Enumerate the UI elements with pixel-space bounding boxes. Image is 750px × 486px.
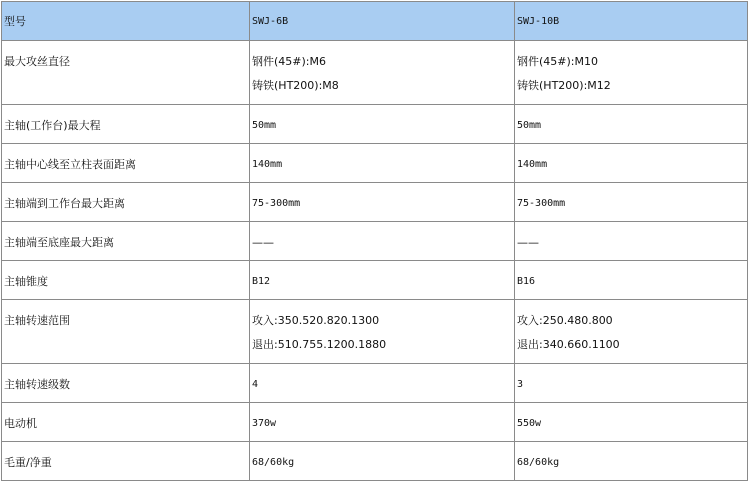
table-row	[2, 300, 748, 364]
value-line: 铸铁(HT200):M12	[517, 79, 611, 92]
row-label: 主轴(工作台)最大程	[2, 105, 250, 144]
value-line: 攻入:350.520.820.1300	[252, 314, 380, 327]
row-label: 毛重/净重	[2, 442, 250, 481]
row-label: 电动机	[2, 403, 250, 442]
row-value-b	[515, 41, 748, 105]
row-value-a: 75-300mm	[250, 183, 515, 222]
row-value-b: 50mm	[515, 105, 748, 144]
table-row	[2, 41, 748, 105]
table-row	[2, 105, 748, 144]
value-line: 钢件(45#):M6	[252, 55, 326, 68]
row-value-a: 68/60kg	[250, 442, 515, 481]
value-line: 攻入:250.480.800	[517, 314, 613, 327]
row-value-b: B16	[515, 261, 748, 300]
value-line: 铸铁(HT200):M8	[252, 79, 339, 92]
table-row	[2, 403, 748, 442]
row-value-b	[515, 300, 748, 364]
header-swj-6b: SWJ-6B	[250, 2, 515, 41]
row-value-b: 140mm	[515, 144, 748, 183]
row-value-a: 4	[250, 364, 515, 403]
row-value-b: 75-300mm	[515, 183, 748, 222]
table-row	[2, 183, 748, 222]
row-value-a: ——	[250, 222, 515, 261]
row-label: 主轴转速范围	[2, 300, 250, 364]
spec-table	[1, 1, 748, 481]
table-header-row	[2, 2, 748, 41]
row-value-a: 50mm	[250, 105, 515, 144]
table-row	[2, 261, 748, 300]
value-line: 退出:340.660.1100	[517, 338, 620, 351]
row-value-a	[250, 41, 515, 105]
header-model: 型号	[2, 2, 250, 41]
row-label: 主轴锥度	[2, 261, 250, 300]
row-value-b: ——	[515, 222, 748, 261]
table-row	[2, 442, 748, 481]
row-value-b: 550w	[515, 403, 748, 442]
value-line: 退出:510.755.1200.1880	[252, 338, 387, 351]
row-value-a: 370w	[250, 403, 515, 442]
row-label: 主轴中心线至立柱表面距离	[2, 144, 250, 183]
row-value-a: 140mm	[250, 144, 515, 183]
row-value-b: 3	[515, 364, 748, 403]
header-swj-10b: SWJ-10B	[515, 2, 748, 41]
table-row	[2, 144, 748, 183]
table-row	[2, 364, 748, 403]
row-value-a	[250, 300, 515, 364]
row-label: 主轴端到工作台最大距离	[2, 183, 250, 222]
row-label: 主轴端至底座最大距离	[2, 222, 250, 261]
table-row	[2, 222, 748, 261]
row-value-b: 68/60kg	[515, 442, 748, 481]
row-label: 最大攻丝直径	[2, 41, 250, 105]
row-value-a: B12	[250, 261, 515, 300]
row-label: 主轴转速级数	[2, 364, 250, 403]
value-line: 钢件(45#):M10	[517, 55, 598, 68]
